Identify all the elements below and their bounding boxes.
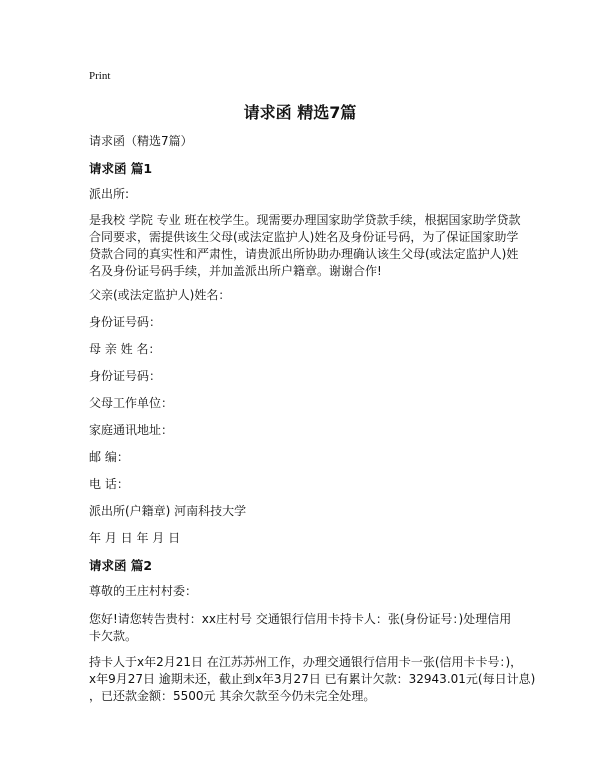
letter1-body <box>89 212 519 280</box>
field-phone: 电 话： <box>89 477 129 491</box>
field-home-address: 家庭通讯地址： <box>89 423 174 437</box>
letter1-signature: 派出所(户籍章) 河南科技大学 <box>89 504 247 518</box>
body-line: 您好!请您转告贵村：xx庄村号 交通银行信用卡持卡人：张(身份证号：)处理信用 <box>89 612 512 626</box>
page-title: 请求函 精选7篇 <box>243 103 357 122</box>
field-id-number: 身份证号码： <box>89 315 162 329</box>
field-father-name: 父亲(或法定监护人)姓名： <box>89 288 231 302</box>
field-id-number-2: 身份证号码： <box>89 369 162 383</box>
letter2-heading: 请求函 篇2 <box>89 558 153 573</box>
body-line: 持卡人于x年2月21日 在江苏苏州工作，办理交通银行信用卡一张(信用卡卡号：)， <box>89 655 523 669</box>
field-work-unit: 父母工作单位： <box>89 396 174 410</box>
letter1-date: 年 月 日 年 月 日 <box>89 531 181 545</box>
body-line: 是我校 学院 专业 班在校学生。现需要办理国家助学贷款手续，根据国家助学贷款 <box>89 213 521 227</box>
document-subtitle: 请求函（精选7篇） <box>89 134 193 148</box>
letter2-salutation: 尊敬的王庄村村委： <box>89 584 198 598</box>
field-mother-name: 母 亲 姓 名： <box>89 342 161 356</box>
letter1-salutation: 派出所: <box>89 187 130 201</box>
field-postcode: 邮 编： <box>89 450 129 464</box>
letter2-paragraph-2 <box>89 654 536 705</box>
body-line: 贷款合同的真实性和严肃性，请贵派出所协助办理确认该生父母(或法定监护人)姓 <box>89 247 519 261</box>
print-label[interactable]: Print <box>89 70 111 82</box>
letter2-paragraph-1 <box>89 611 519 645</box>
body-line: 名及身份证号码手续，并加盖派出所户籍章。谢谢合作! <box>89 264 382 278</box>
body-line: 卡欠款。 <box>89 629 138 643</box>
body-line: ，已还款金额：5500元 其余欠款至今仍未完全处理。 <box>89 689 376 703</box>
letter1-heading: 请求函 篇1 <box>89 161 153 176</box>
body-line: 合同要求，需提供该生父母(或法定监护人)姓名及身份证号码，为了保证国家助学 <box>89 230 519 244</box>
body-line: x年9月27日 逾期未还，截止到x年3月27日 已有累计欠款：32943.01元(每日计息) <box>89 672 536 686</box>
